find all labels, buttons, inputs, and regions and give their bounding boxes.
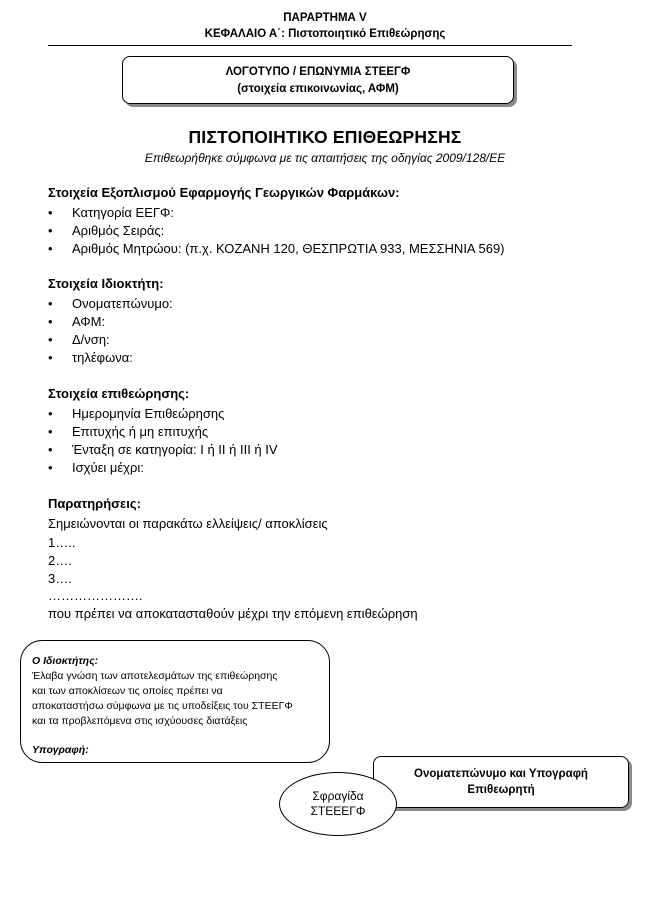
remarks-line-2: 2…. xyxy=(48,553,72,568)
list-item-label: Δ/νση: xyxy=(72,332,110,347)
owner-signature-label: Υπογραφή: xyxy=(32,744,89,756)
bullet-icon: • xyxy=(48,205,53,220)
owner-box-line-2: και των αποκλίσεων τις οποίες πρέπει να xyxy=(32,685,223,697)
bullet-icon: • xyxy=(48,332,53,347)
list-item-address xyxy=(48,332,110,347)
list-item-registry-number xyxy=(48,241,505,256)
seal-line1: Σφραγίδα xyxy=(312,789,364,803)
list-item-label: Αριθμός Σειράς: xyxy=(72,223,165,238)
section-remarks-title: Παρατηρήσεις: xyxy=(48,496,141,511)
bullet-icon: • xyxy=(48,424,53,439)
list-item-label: Ισχύει μέχρι: xyxy=(72,460,144,475)
seal-line2: ΣΤΕΕΕΓΦ xyxy=(310,804,366,818)
logo-box-line2: (στοιχεία επικοινωνίας, ΑΦΜ) xyxy=(237,83,399,95)
seal-placeholder xyxy=(279,772,397,836)
list-item-label: τηλέφωνα: xyxy=(72,350,133,365)
owner-box-line-4: και τα προβλεπόμενα στις ισχύουσες διατάξεις xyxy=(32,715,248,727)
document-title: ΠΙΣΤΟΠΟΙΗΤΙΚΟ ΕΠΙΘΕΩΡΗΣΗΣ xyxy=(188,127,462,147)
inspector-box-line2: Επιθεωρητή xyxy=(467,784,535,796)
remarks-closing: που πρέπει να αποκατασταθούν μέχρι την επόμενη επιθεώρηση xyxy=(48,606,418,621)
bullet-icon: • xyxy=(48,406,53,421)
document-subtitle: Επιθεωρήθηκε σύμφωνα με τις απαιτήσεις της οδηγίας 2009/128/ΕΕ xyxy=(144,151,506,165)
bullet-icon: • xyxy=(48,460,53,475)
bullet-icon: • xyxy=(48,223,53,238)
list-item-full-name xyxy=(48,296,173,311)
bullet-icon: • xyxy=(48,442,53,457)
list-item-inspection-date xyxy=(48,406,224,421)
owner-box-line-3: αποκαταστήσω σύμφωνα με τις υποδείξεις του ΣΤΕΕΓΦ xyxy=(32,700,293,712)
logo-placeholder-box xyxy=(122,56,514,104)
section-owner-title: Στοιχεία Ιδιοκτήτη: xyxy=(48,276,164,291)
owner-box-heading: Ο Ιδιοκτήτης: xyxy=(32,655,99,667)
bullet-icon: • xyxy=(48,241,53,256)
inspector-box-line1: Ονοματεπώνυμο και Υπογραφή xyxy=(414,768,588,780)
remarks-line-3: 3…. xyxy=(48,571,72,586)
list-item-serial-number xyxy=(48,223,164,238)
list-item-label: Κατηγορία ΕΕΓΦ: xyxy=(72,205,175,220)
list-item-label: Επιτυχής ή μη επιτυχής xyxy=(72,424,209,439)
list-item-label: Αριθμός Μητρώου: (π.χ. ΚΟΖΑΝΗ 120, ΘΕΣΠΡΩΤΙΑ 933, ΜΕΣΣΗΝΙΑ 569) xyxy=(72,241,505,256)
list-item-label: Ένταξη σε κατηγορία: Ι ή ΙΙ ή ΙΙΙ ή IV xyxy=(72,442,278,457)
section-inspection-title: Στοιχεία επιθεώρησης: xyxy=(48,386,190,401)
list-item-equipment-category xyxy=(48,205,174,220)
remarks-line-blank: …………………. xyxy=(48,588,143,603)
list-item-tax-id xyxy=(48,314,105,329)
bullet-icon: • xyxy=(48,296,53,311)
logo-box-line1: ΛΟΓΟΤΥΠΟ / ΕΠΩΝΥΜΙΑ ΣΤΕΕΓΦ xyxy=(225,66,411,78)
list-item-pass-fail xyxy=(48,424,208,439)
list-item-label: ΑΦΜ: xyxy=(72,314,106,329)
header-divider xyxy=(48,45,572,46)
list-item-category xyxy=(48,442,278,457)
owner-box-line-1: Έλαβα γνώση των αποτελεσμάτων της επιθεώρησης xyxy=(32,670,278,682)
section-equipment-title: Στοιχεία Εξοπλισμού Εφαρμογής Γεωργικών Φαρμάκων: xyxy=(48,185,400,200)
list-item-label: Ημερομηνία Επιθεώρησης xyxy=(72,406,225,421)
inspector-signature-box xyxy=(373,756,629,808)
list-item-valid-until xyxy=(48,460,144,475)
chapter-heading: ΚΕΦΑΛΑΙΟ Α΄: Πιστοποιητικό Επιθεώρησης xyxy=(204,28,446,40)
annex-heading: ΠΑΡΑΡΤΗΜΑ V xyxy=(283,12,367,24)
remarks-line-1: 1….. xyxy=(48,535,76,550)
list-item-phones xyxy=(48,350,133,365)
list-item-label: Ονοματεπώνυμο: xyxy=(72,296,173,311)
bullet-icon: • xyxy=(48,350,53,365)
bullet-icon: • xyxy=(48,314,53,329)
owner-acknowledgement-box xyxy=(20,640,330,763)
remarks-intro: Σημειώνονται οι παρακάτω ελλείψεις/ αποκλίσεις xyxy=(48,516,328,531)
